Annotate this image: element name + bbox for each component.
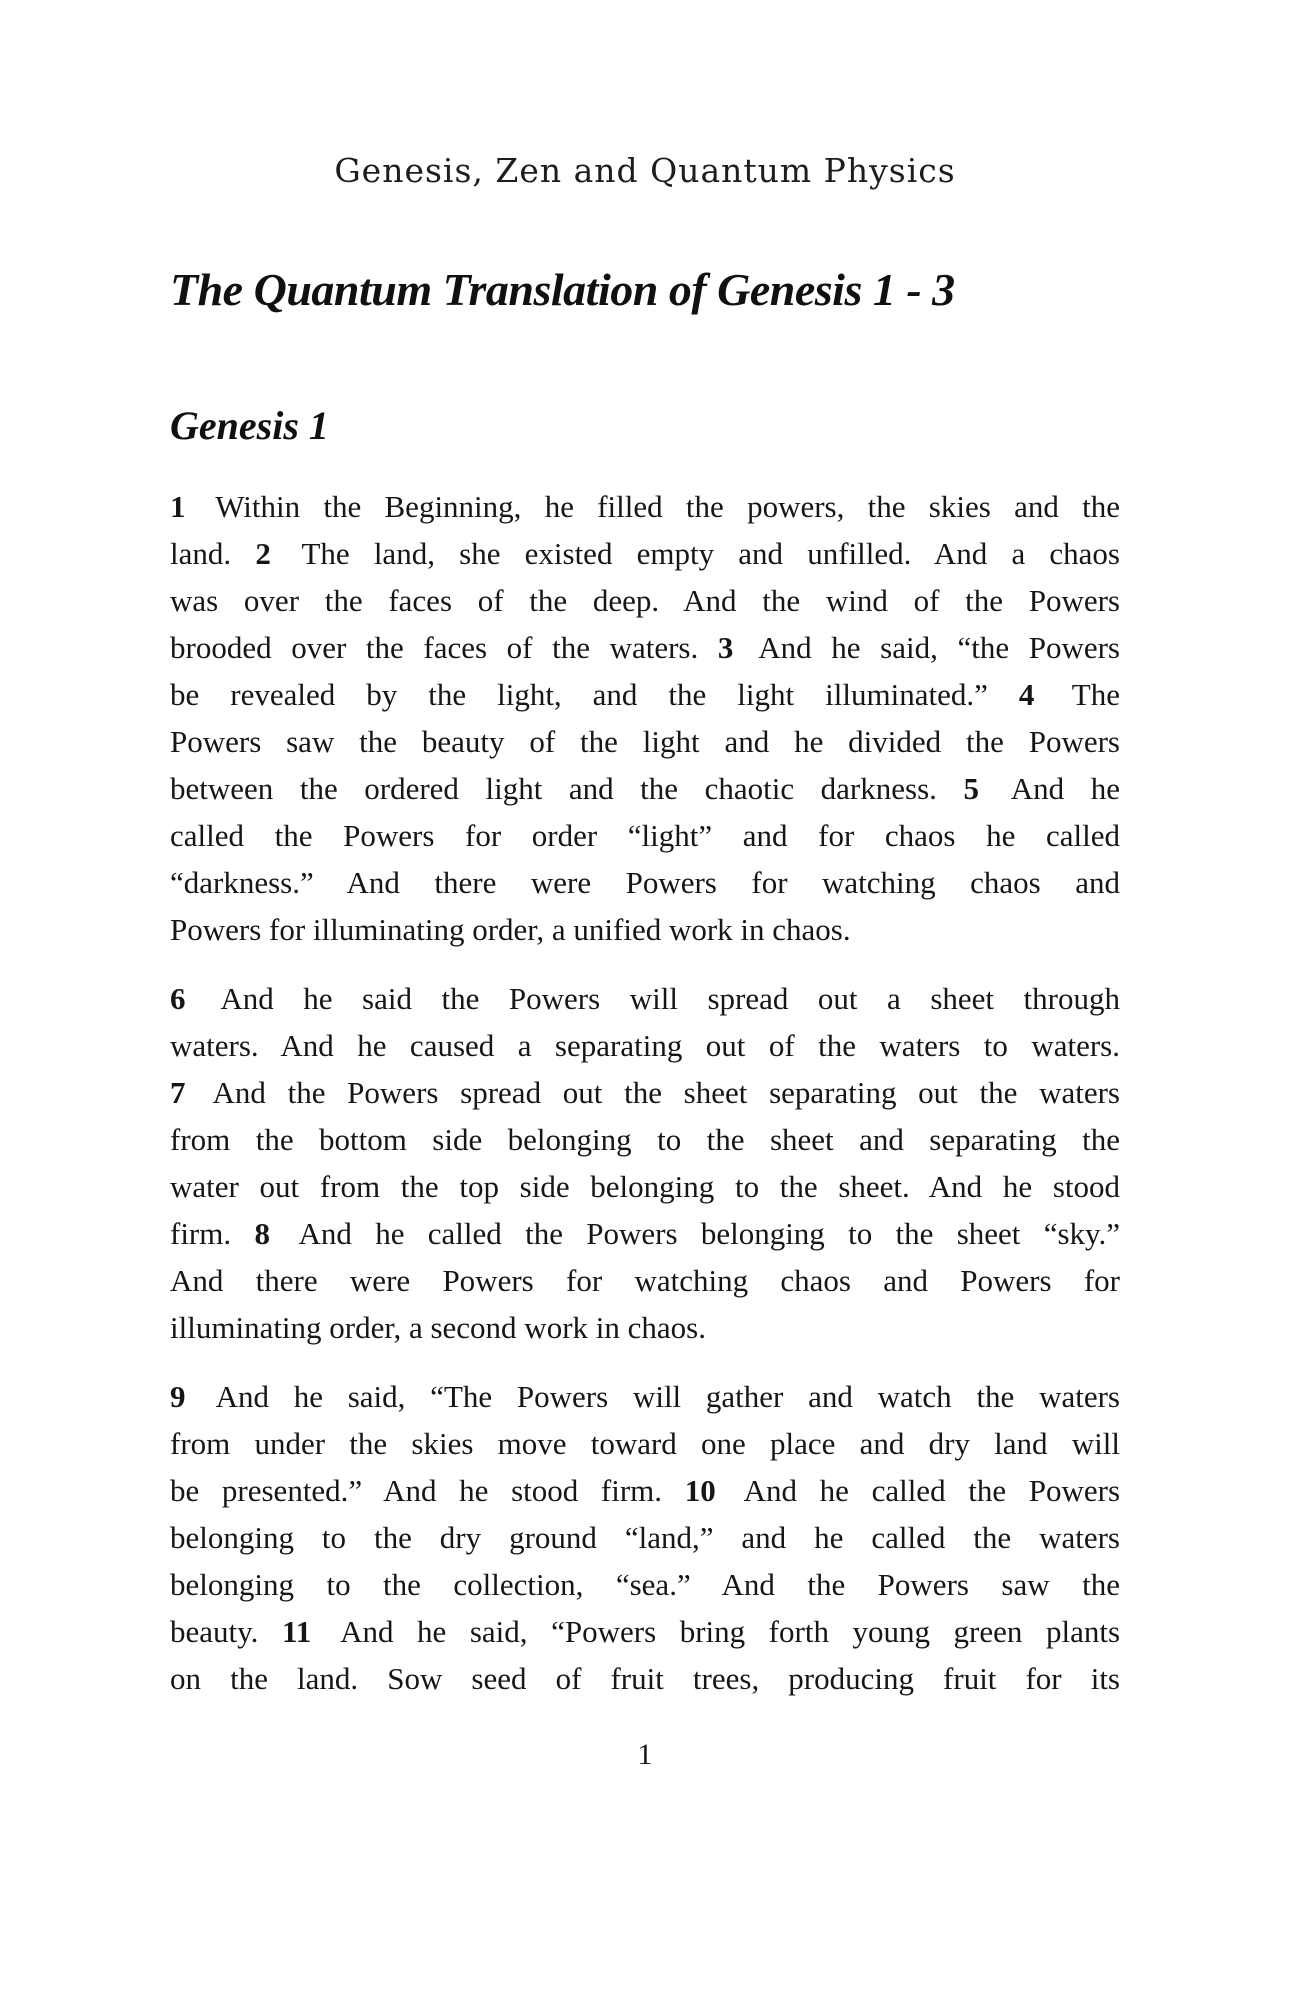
text-line — [170, 1561, 1120, 1608]
verse-text: The — [1071, 677, 1120, 713]
verse-number: 1 — [170, 489, 186, 525]
verse-text: And the Powers spread out the sheet separating out the waters — [212, 1075, 1120, 1111]
text-line — [170, 1022, 1120, 1069]
verse-text: be presented.” And he stood firm. — [170, 1473, 663, 1509]
verse-number: 8 — [254, 1216, 270, 1252]
text-line — [170, 812, 1120, 859]
verse-text: be revealed by the light, and the light illuminated.” — [170, 677, 988, 713]
verse-paragraph — [170, 483, 1120, 953]
verse-number: 11 — [281, 1614, 312, 1650]
verse-text: And he said, “Powers bring forth young green plants — [340, 1614, 1121, 1650]
verse-text: from under the skies move toward one place and dry land will — [170, 1426, 1120, 1462]
verse-number: 4 — [1018, 677, 1035, 713]
text-line — [170, 1304, 1120, 1351]
text-line — [170, 765, 1120, 812]
verse-text: was over the faces of the deep. And the wind of the Powers — [170, 583, 1120, 619]
verse-text: beauty. — [170, 1614, 259, 1650]
text-line — [170, 906, 1120, 953]
text-line — [170, 1467, 1120, 1514]
verse-text: called the Powers for order “light” and for chaos he called — [170, 818, 1120, 854]
verse-text: firm. — [170, 1216, 232, 1252]
text-line — [170, 718, 1120, 765]
verse-text: land. — [170, 536, 232, 572]
verse-text: Powers for illuminating order, a unified work in chaos. — [170, 912, 851, 948]
text-line — [170, 1163, 1120, 1210]
verse-text: And he — [1010, 771, 1120, 807]
paragraphs — [170, 483, 1120, 1702]
verse-text: And he called the Powers — [743, 1473, 1121, 1509]
verse-number: 7 — [170, 1075, 186, 1111]
verse-text: And he called the Powers belonging to the sheet “sky.” — [298, 1216, 1121, 1252]
text-line — [170, 1069, 1120, 1116]
verse-text: Powers saw the beauty of the light and he divided the Powers — [170, 724, 1120, 760]
text-line — [170, 1608, 1120, 1655]
text-block — [170, 0, 1120, 1702]
verse-text: And he said the Powers will spread out a sheet through — [220, 981, 1120, 1017]
text-line — [170, 671, 1120, 718]
text-line — [170, 1257, 1120, 1304]
verse-text: And he said, “The Powers will gather and watch the waters — [215, 1379, 1120, 1415]
verse-number: 2 — [255, 536, 271, 572]
verse-number: 6 — [170, 981, 186, 1017]
text-line — [170, 1210, 1120, 1257]
verse-text: brooded over the faces of the waters. — [170, 630, 699, 666]
text-line — [170, 859, 1120, 906]
verse-text: between the ordered light and the chaotic darkness. — [170, 771, 937, 807]
text-line — [170, 975, 1120, 1022]
verse-text: on the land. Sow seed of fruit trees, producing fruit for its — [170, 1661, 1120, 1697]
text-line — [170, 577, 1120, 624]
text-line — [170, 483, 1120, 530]
verse-text: from the bottom side belonging to the sheet and separating the — [170, 1122, 1120, 1158]
verse-number: 10 — [684, 1473, 716, 1509]
verse-text: belonging to the collection, “sea.” And the Powers saw the — [170, 1567, 1120, 1603]
text-line — [170, 1373, 1120, 1420]
page-number: 1 — [637, 1738, 653, 1771]
verse-text: “darkness.” And there were Powers for watching chaos and — [170, 865, 1120, 901]
running-header: Genesis, Zen and Quantum Physics — [334, 151, 956, 190]
verse-number: 9 — [170, 1379, 186, 1415]
text-line — [170, 624, 1120, 671]
verse-paragraph — [170, 1373, 1120, 1702]
page-title: The Quantum Translation of Genesis 1 - 3 — [170, 264, 955, 315]
verse-text: illuminating order, a second work in chaos. — [170, 1310, 706, 1346]
text-line — [170, 530, 1120, 577]
section-heading: Genesis 1 — [170, 403, 329, 448]
text-line — [170, 1116, 1120, 1163]
verse-text: And there were Powers for watching chaos and Powers for — [170, 1263, 1120, 1299]
verse-text: The land, she existed empty and unfilled. And a chaos — [301, 536, 1120, 572]
verse-text: belonging to the dry ground “land,” and he called the waters — [170, 1520, 1120, 1556]
text-line — [170, 1655, 1120, 1702]
verse-paragraph — [170, 975, 1120, 1351]
verse-text: water out from the top side belonging to the sheet. And he stood — [170, 1169, 1120, 1205]
verse-text: And he said, “the Powers — [758, 630, 1120, 666]
verse-number: 5 — [963, 771, 979, 807]
verse-number: 3 — [717, 630, 734, 666]
verse-text: waters. And he caused a separating out of the waters to waters. — [170, 1028, 1120, 1064]
verse-text: Within the Beginning, he filled the powers, the skies and the — [215, 489, 1120, 525]
text-line — [170, 1420, 1120, 1467]
text-line — [170, 1514, 1120, 1561]
